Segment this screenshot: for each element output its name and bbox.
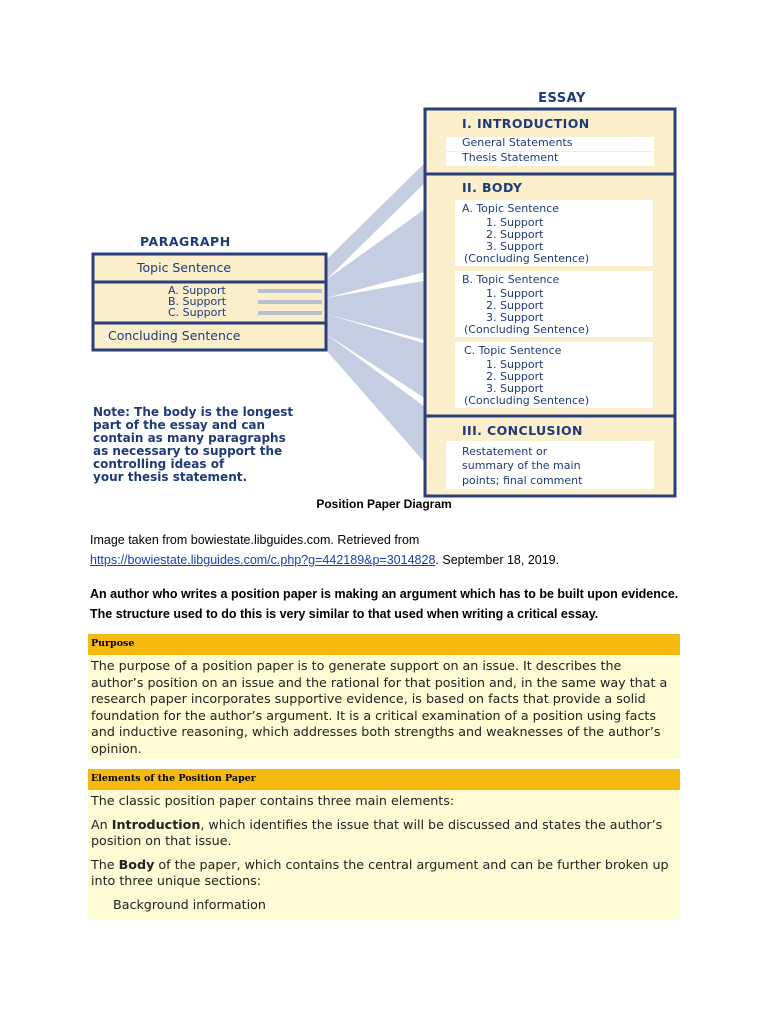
body-title: II. BODY (462, 180, 523, 195)
introduction-term: Introduction (111, 816, 201, 832)
introduction-title: I. INTRODUCTION (462, 116, 590, 131)
paragraph-concluding: Concluding Sentence (108, 328, 241, 343)
elements-heading-bar (88, 769, 680, 790)
purpose-box (88, 655, 680, 759)
purpose-text: The purpose of a position paper is to generate support on an issue. It describes the author’s position on an issue and the rational for that position and, in the same way that a research paper incorporates supportive evidence, is based on facts that provide a solid foundation for the author’s argument. It is a critical examination of a position using facts and inductive reasoning, which addresses both strengths and weaknesses of the author’s opinion. (91, 658, 668, 756)
essay-title: ESSAY (538, 91, 586, 106)
source-date: . September 18, 2019. (435, 553, 560, 567)
conclusion-line: summary of the main (462, 459, 581, 472)
source-text: Image taken from bowiestate.libguides.com. Retrieved from (90, 533, 420, 547)
elements-p4: Background information (113, 896, 266, 912)
body-topic-c: C. Topic Sentence (464, 344, 562, 357)
paragraph-support: B. Support (168, 295, 227, 308)
diagram-caption: Position Paper Diagram (316, 497, 452, 511)
body-concluding: (Concluding Sentence) (464, 394, 590, 407)
body-support: 1. Support (486, 216, 544, 229)
diagram-note: Note: The body is the longest part of the essay and can contain as many paragraphs as necessary to support the controlling ideas of your thesis statement. (93, 405, 294, 484)
elements-p3: The Body of the paper, which contains the central argument and can be further broken up into three unique sections: (91, 856, 669, 888)
body-concluding: (Concluding Sentence) (464, 323, 590, 336)
purpose-heading-bar (88, 634, 680, 655)
elements-heading: Elements of the Position Paper (91, 773, 256, 784)
paragraph-support: A. Support (168, 284, 226, 297)
conclusion-line: points; final comment (462, 474, 583, 487)
body-topic-b: B. Topic Sentence (462, 273, 560, 286)
body-support: 2. Support (486, 370, 544, 383)
body-support: 2. Support (486, 299, 544, 312)
intro-paragraph: An author who writes a position paper is making an argument which has to be built upon evidence. The structure used to do this is very similar to that used when writing a critical essay. (90, 587, 679, 621)
paragraph-topic: Topic Sentence (137, 260, 232, 275)
body-support: 1. Support (486, 358, 544, 371)
body-support: 3. Support (486, 382, 544, 395)
image-source (90, 530, 690, 570)
paragraph-support: C. Support (168, 306, 227, 319)
intro-item: General Statements (462, 136, 573, 149)
purpose-heading: Purpose (91, 638, 135, 649)
body-support: 3. Support (486, 240, 544, 253)
elements-p2: An Introduction, which identifies the issue that will be discussed and states the author’s position on that issue. (91, 816, 663, 848)
conclusion-title: III. CONCLUSION (462, 423, 583, 438)
source-link[interactable]: https://bowiestate.libguides.com/c.php?g=442189&p=3014828 (90, 553, 436, 567)
paragraph-title: PARAGRAPH (140, 234, 231, 249)
position-paper-diagram (90, 88, 680, 500)
conclusion-line: Restatement or (462, 445, 548, 458)
connector-bands (326, 148, 440, 480)
body-topic-a: A. Topic Sentence (462, 202, 560, 215)
body-term: Body (118, 856, 155, 872)
elements-box (88, 790, 680, 920)
body-support: 3. Support (486, 311, 544, 324)
body-support: 1. Support (486, 287, 544, 300)
body-support: 2. Support (486, 228, 544, 241)
intro-item: Thesis Statement (462, 151, 559, 164)
elements-p1: The classic position paper contains three main elements: (91, 793, 455, 808)
body-concluding: (Concluding Sentence) (464, 252, 590, 265)
